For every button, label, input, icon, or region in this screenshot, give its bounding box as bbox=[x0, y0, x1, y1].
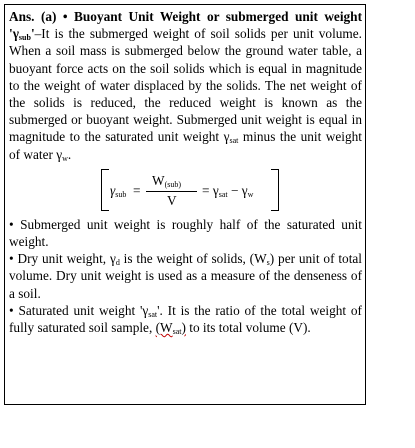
formula-rhs: = $\gamma_{sat} - \gamma_w$ bbox=[202, 182, 254, 199]
intro-mid: minus the unit weight of water γ bbox=[9, 129, 362, 162]
formula-lhs: $\gamma_{sub}$ bbox=[110, 182, 127, 199]
intro-subscript-sat: sat bbox=[229, 136, 239, 146]
formula-equals-1: = bbox=[133, 182, 141, 198]
intro-end: . bbox=[67, 146, 72, 162]
answer-box bbox=[4, 4, 366, 405]
bullet-saturated-unit-weight: • Saturated unit weight '$\gamma_{sat}$'. It is the ratio of the total weight of fully saturated soil sample, $(W_{sat})$ to its total volume (V). bbox=[9, 302, 362, 337]
bullet-submerged: • Submerged unit weight is roughly half of the saturated unit weight. bbox=[9, 216, 362, 250]
formula-right-bracket bbox=[271, 169, 279, 211]
formula bbox=[9, 167, 362, 213]
formula-left-bracket bbox=[101, 169, 109, 211]
heading-subscript: sub bbox=[18, 33, 31, 43]
bullet-dry-unit-weight: • Dry unit weight, $\gamma_d$ is the weight of solids, $(W_s)$ per unit of total volume. Dry unit weight is used as a measure of the denseness of a soil. bbox=[9, 251, 362, 301]
intro-subscript-w: w bbox=[62, 153, 68, 163]
heading-end: ' bbox=[30, 26, 35, 42]
formula-denominator: V bbox=[167, 192, 177, 208]
answer-prefix: Ans. (a) • bbox=[9, 9, 75, 24]
intro-text: –It is the submerged weight of soil solids per unit volume. When a soil mass is submerged below the ground water table, a buoyant force acts on the soil solids which is equal in magnitude to the weight of water displaced by the solids. The net weight of the solids is reduced, the reduced weight is known as the submerged or buoyant weight. Submerged unit weight is equal in magnitude to the saturated unit weight γ bbox=[9, 26, 362, 145]
answer-paragraph bbox=[9, 8, 362, 163]
formula-numerator: $W_{(sub)}$ bbox=[152, 172, 182, 189]
spellcheck-underlined-wsat: $(W_{sat})$ bbox=[155, 320, 186, 337]
answer-heading: Buoyant Unit Weight or submerged unit weight 'γ bbox=[9, 9, 362, 42]
